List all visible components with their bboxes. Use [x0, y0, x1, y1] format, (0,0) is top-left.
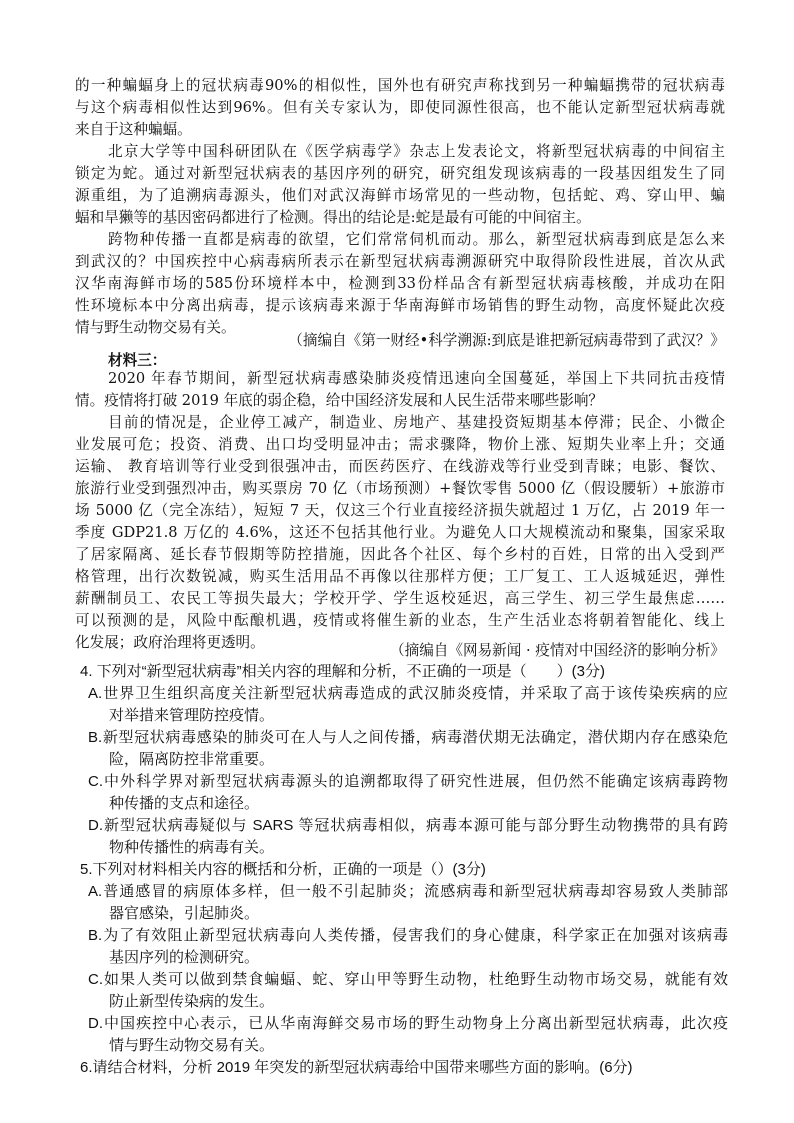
- paragraph-line: 到武汉的？中国疾控中心病毒病所表示在新型冠状病毒溯源研究中取得阶段性进展，首次从武: [75, 253, 725, 270]
- question-5-option-a[interactable]: A.普通感冒的病原体多样，但一般不引起肺炎；流感病毒和新型冠状病毒却容易致人类肺部: [88, 883, 728, 900]
- paragraph-line: 汉华南海鲜市场的585份环境样本中，检测到33份样品含有新型冠状病毒核酸，并成功在阳: [75, 275, 725, 292]
- paragraph-line: 与这个病毒相似性达到96%。但有关专家认为，即使同源性很高，也不能认定新型冠状病毒就: [75, 99, 725, 116]
- paragraph-line: 化发展；政府治理将更透明。: [75, 634, 265, 651]
- paragraph-line: 运输、 教育培训等行业受到很强冲击，而医药医疗、在线游戏等行业受到青睐；电影、餐饮、: [75, 458, 725, 475]
- paragraph-line: 季度 GDP21.8 万亿的 4.6%，这还不包括其他行业。为避免人口大规模流动和聚集，国家采取: [75, 524, 725, 541]
- section-heading: 材料三：: [108, 352, 167, 369]
- paragraph-line: 场 5000 亿（完全冻结），短短 7 天，仅这三个行业直接经济损失就超过 1 万亿，占 2019 年一: [75, 502, 725, 519]
- paragraph-line: 可以预测的是，风险中酝酿机遇，疫情或将催生新的业态，生产生活业态将朝着智能化、线上: [75, 612, 725, 629]
- paragraph-line: 业发展可危；投资、消费、出口均受明显冲击；需求骤降，物价上涨、短期失业率上升；交通: [75, 436, 725, 453]
- question-5-option-a-cont: 器官感染，引起肺炎。: [109, 905, 260, 922]
- paragraph-line: 旅游行业受到强烈冲击，购买票房 70 亿（市场预测）+餐饮零售 5000 亿（假设腰斩）+旅游市: [75, 480, 725, 497]
- question-4-option-c[interactable]: C.中外科学界对新型冠状病毒源头的追溯都取得了研究性进展，但仍然不能确定该病毒跨物: [88, 773, 728, 790]
- paragraph-line: 2020 年春节期间，新型冠状病毒感染肺炎疫情迅速向全国蔓延，举国上下共同抗击疫情: [108, 370, 725, 387]
- paragraph-line: 来自于这种蝙蝠。: [75, 121, 192, 138]
- paragraph-line: 了居家隔离、延长春节假期等防控措施，因此各个社区、每个乡村的百姓，日常的出入受到严: [75, 546, 725, 563]
- paragraph-line: 情与野生动物交易有关。: [75, 319, 236, 336]
- paragraph-line: 蝠和旱獭等的基因密码都进行了检测。得出的结论是:蛇是最有可能的中间宿主。: [75, 209, 591, 226]
- question-5-option-c[interactable]: C.如果人类可以做到禁食蝙蝠、蛇、穿山甲等野生动物，杜绝野生动物市场交易，就能有效: [88, 971, 728, 988]
- source-citation: （摘编自《第一财经•科学溯源:到底是谁把新冠病毒带到了武汉？》: [288, 332, 725, 349]
- paragraph-line: 目前的情况是，企业停工减产，制造业、房地产、基建投资短期基本停滞；民企、小微企: [108, 414, 725, 431]
- paragraph-line: 跨物种传播一直都是病毒的欲望，它们常常伺机而动。那么，新型冠状病毒到底是怎么来: [108, 231, 725, 248]
- paragraph-line: 的一种蝙蝠身上的冠状病毒90%的相似性，国外也有研究声称找到另一种蝙蝠携带的冠状病毒: [75, 77, 725, 94]
- source-citation: （摘编自《网易新闻 · 疫情对中国经济的影响分析》: [390, 642, 725, 659]
- paragraph-line: 性环境标本中分离出病毒，提示该病毒来源于华南海鲜市场销售的野生动物，高度怀疑此次疫: [75, 297, 725, 314]
- paragraph-line: 格管理，出行次数锐减，购买生活用品不再像以往那样方便；工厂复工、工人返城延迟，弹性: [75, 568, 725, 585]
- question-4-option-a[interactable]: A.世界卫生组织高度关注新型冠状病毒造成的武汉肺炎疫情，并采取了高于该传染疾病的应: [88, 685, 728, 702]
- question-4-option-d-cont: 物种传播性的病毒有关。: [109, 839, 275, 856]
- question-4-option-b[interactable]: B.新型冠状病毒感染的肺炎可在人与人之间传播，病毒潜伏期无法确定，潜伏期内存在感染危: [88, 729, 728, 746]
- paragraph-line: 北京大学等中国科研团队在《医学病毒学》杂志上发表论文，将新型冠状病毒的中间宿主: [108, 143, 725, 160]
- paragraph-line: 薪酬制员工、农民工等损失最大；学校开学、学生返校延迟，高三学生、初三学生最焦虑……: [75, 590, 725, 607]
- question-5-option-c-cont: 防止新型传染病的发生。: [109, 993, 275, 1010]
- question-4-option-c-cont: 种传播的支点和途径。: [109, 795, 260, 812]
- paragraph-line: 源重组，为了追溯病毒源头，他们对武汉海鲜市场常见的一些动物，包括蛇、鸡、穿山甲、蝙: [75, 187, 725, 204]
- question-5-option-b-cont: 基因序列的检测研究。: [109, 949, 260, 966]
- question-5-option-d-cont: 情与野生动物交易有关。: [109, 1037, 275, 1054]
- question-4-option-b-cont: 险，隔离防控非常重要。: [109, 751, 275, 768]
- question-5-stem: 5.下列对材料相关内容的概括和分析，正确的一项是（）(3分): [80, 861, 486, 878]
- question-5-option-b[interactable]: B.为了有效阻止新型冠状病毒向人类传播，侵害我们的身心健康，科学家正在加强对该病毒: [88, 927, 728, 944]
- question-4-stem: 4. 下列对“新型冠状病毒”相关内容的理解和分析，不正确的一项是（ ）(3分): [80, 663, 606, 680]
- paragraph-line: 锁定为蛇。通过对新型冠状病表的基因序列的研究，研究组发现该病毒的一段基因组发生了同: [75, 165, 725, 182]
- question-5-option-d[interactable]: D.中国疾控中心表示，已从华南海鲜交易市场的野生动物身上分离出新型冠状病毒，此次疫: [88, 1015, 728, 1032]
- question-4-option-d[interactable]: D.新型冠状病毒疑似与 SARS 等冠状病毒相似，病毒本源可能与部分野生动物携带的具有跨: [88, 817, 728, 834]
- paragraph-line: 情。疫情将打破 2019 年底的弱企稳，给中国经济发展和人民生活带来哪些影响？: [75, 392, 604, 409]
- question-6-stem: 6.请结合材料，分析 2019 年突发的新型冠状病毒给中国带来哪些方面的影响。(6分): [80, 1059, 633, 1076]
- question-4-option-a-cont: 对举措来管理防控疫情。: [109, 707, 275, 724]
